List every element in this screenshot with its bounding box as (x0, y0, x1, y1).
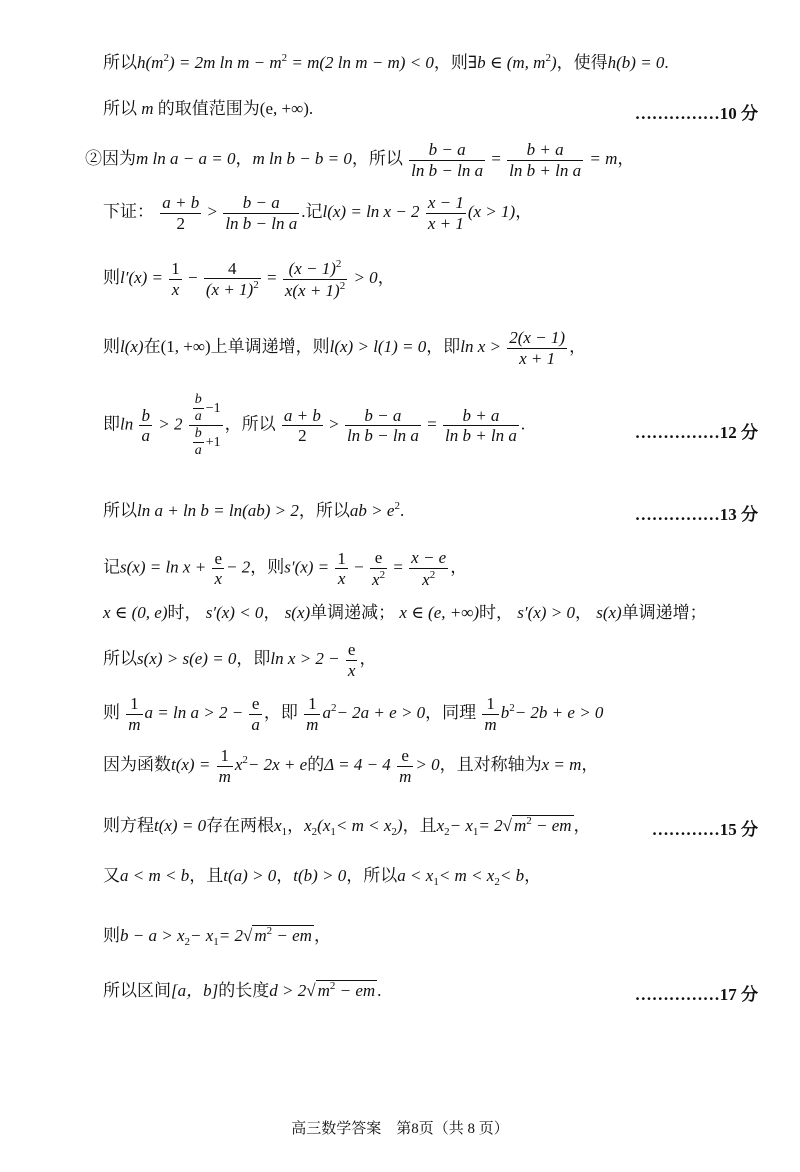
fraction: $\frac{1}{m}$ (484, 694, 497, 734)
math: s′(x) < 0 (205, 603, 264, 622)
text: 所以 (103, 648, 137, 668)
math: t(x) = 0 (154, 816, 207, 835)
text: ，且 (402, 816, 437, 835)
text: = (427, 414, 437, 434)
math: $x^2- 2x + e$ (234, 753, 308, 774)
text: ， (515, 201, 533, 221)
text: 则方程 (103, 816, 154, 835)
text: 所以 (103, 53, 137, 72)
math: = m (589, 148, 618, 168)
fraction: $\frac{1}{m}$ (306, 694, 319, 734)
math: > 2 (158, 414, 183, 434)
line-10 (103, 603, 707, 623)
fraction: $\frac{b}{a}$ (141, 405, 150, 446)
text: ， (235, 148, 253, 168)
line-2 (103, 99, 313, 119)
text: 上单调递增，则 (210, 336, 330, 356)
text: ，且 (189, 866, 224, 885)
fraction: $\frac{e}{x}$ (347, 640, 356, 680)
math: x ∈ (0, e) (103, 603, 168, 622)
line-11 (103, 640, 376, 680)
line-5 (103, 258, 395, 300)
math: l(x) (120, 336, 144, 356)
line-15 (103, 866, 541, 889)
text: ，且对称轴为 (439, 754, 542, 774)
fraction: $\frac{4}{(x + 1)^2}$ (205, 258, 259, 300)
text: ，即 (426, 336, 461, 356)
math: h(b) = 0 (607, 53, 665, 72)
text: 存在两根 (206, 816, 275, 835)
text: ， (313, 926, 331, 945)
math: ∃b ∈ (m, $m^2$) (467, 52, 557, 72)
fraction: $\frac{e}{x}$ (214, 548, 222, 589)
math: l(x) = ln x − 2 (322, 201, 420, 221)
text: ②因为 (85, 148, 136, 168)
line-1 (103, 52, 669, 73)
score-12: ……………12 分 (634, 423, 758, 442)
math: > 0 (353, 267, 378, 287)
text: 在 (143, 336, 161, 356)
text: 则 (103, 336, 120, 356)
compound-fraction: $\frac{b}{a}$ −1 $\frac{b}{a}$ +1 (189, 392, 223, 459)
text: = (266, 267, 277, 287)
text: ，所以 (224, 414, 276, 434)
fraction: $\frac{1}{m}$ (218, 746, 231, 786)
text: ，所以 (346, 866, 398, 885)
math: t(a) > 0 (223, 866, 277, 885)
fraction: $\frac{a + b}{2}$ (283, 405, 321, 446)
math: $b - a > x_2- x_1= 2√$ $m^2$ − em (120, 925, 312, 948)
math: s′(x) = (284, 557, 330, 577)
text: ，同理 (425, 702, 477, 722)
text: ， (581, 754, 599, 774)
text: ，则 (250, 557, 285, 577)
math: ln a + ln b = ln(ab) > 2 (137, 501, 299, 520)
math: (x > 1) (467, 201, 516, 221)
fraction: $\frac{1}{x}$ (171, 259, 180, 299)
line-6 (103, 328, 586, 368)
line-16 (103, 925, 331, 949)
text: ，使得 (556, 53, 608, 72)
text: 的长度 (218, 981, 270, 1000)
text: ， (359, 648, 377, 668)
text: 则 (103, 267, 120, 287)
text: ，所以 (351, 148, 403, 168)
text: . (399, 501, 405, 520)
text: . (520, 414, 526, 434)
math: (e, +∞) (259, 99, 309, 118)
text: 所以 (103, 501, 137, 520)
line-7 (103, 392, 525, 459)
fraction: $\frac{x - 1}{x + 1}$ (427, 193, 464, 233)
fraction: $\frac{b - a}{\text{ln b − ln a}}$ (225, 193, 298, 233)
math: $h(m^2) = 2m$ $\ln m - m^2 = m(2$ ln m − m) < 0 (137, 52, 434, 72)
text: ， (524, 866, 542, 885)
math: m (141, 99, 154, 118)
fraction: $\frac{(x - 1)^2}{x(x + 1)^2}$ (284, 258, 346, 300)
line-8 (103, 500, 404, 521)
fraction: $\frac{x - e}{x^2}$ (411, 548, 447, 589)
math: s(x) (284, 603, 311, 622)
text: ， (450, 557, 468, 577)
math: − 2 (226, 557, 251, 577)
fraction: $\frac{b + a}{\text{ln b + ln a}}$ (444, 405, 517, 446)
fraction: $\frac{e}{m}$ (399, 746, 412, 786)
math: [a，b] (171, 981, 219, 1000)
text: 即 (103, 414, 120, 434)
fraction: $\frac{e}{x^2}$ (372, 548, 386, 589)
line-9 (103, 548, 467, 589)
math: ab > $e^2$ (349, 500, 400, 520)
line-13 (103, 746, 598, 786)
text: 单调递增； (621, 603, 707, 622)
line-4 (103, 193, 532, 233)
text: ，即 (263, 702, 298, 722)
score-17: ……………17 分 (634, 985, 758, 1004)
text: 则 (103, 926, 120, 945)
math: d > 2√ $m^2$ − em (269, 980, 376, 1000)
fraction: $\frac{1}{m}$ (128, 694, 141, 734)
math: ln (120, 414, 134, 434)
math: > 0 (415, 754, 440, 774)
text: . (308, 99, 314, 118)
score-10: ……………10 分 (634, 104, 758, 123)
text: ， (276, 866, 294, 885)
text: = (393, 557, 403, 577)
text: ， (569, 336, 587, 356)
text: ，即 (236, 648, 271, 668)
text: 时， (167, 603, 202, 622)
math: $a^2- 2a + e > 0$ (322, 701, 426, 722)
math: a = ln a > 2 − (144, 702, 244, 722)
text: > (207, 201, 218, 221)
fraction: $\frac{e}{a}$ (251, 694, 260, 734)
text: − (354, 557, 364, 577)
math: (1, +∞) (160, 336, 211, 356)
math: a < m < b (120, 866, 190, 885)
math: $x_2- x_1= 2√$ $m^2$ − em (436, 815, 572, 838)
text: 时， (479, 603, 514, 622)
text: . (664, 53, 669, 72)
text: 则 (103, 702, 120, 722)
math: $b^2- 2b + e > 0$ (500, 701, 604, 722)
math: $a < x_1< m < x_2< b$ (397, 866, 525, 888)
text: 的取值范围为 (157, 99, 260, 118)
text: ， (574, 603, 592, 622)
math: x = m (541, 754, 582, 774)
math: s(x) (596, 603, 622, 622)
math: Δ = 4 − 4 (324, 754, 391, 774)
line-12 (103, 694, 603, 734)
math: t(b) > 0 (293, 866, 347, 885)
text: ， (263, 603, 281, 622)
fraction: $\frac{b - a}{\text{ln b − ln a}}$ (346, 405, 419, 446)
math: m ln b − b = 0 (252, 148, 352, 168)
text: ， (617, 148, 635, 168)
math: l(x) > l(1) = 0 (329, 336, 427, 356)
text: 所以区间 (103, 981, 171, 1000)
math: l′(x) = (120, 267, 164, 287)
text: 的 (307, 754, 325, 774)
text: − (188, 267, 198, 287)
math: ln x > 2 − (270, 648, 340, 668)
text: 又 (103, 866, 120, 885)
math: ln x > (460, 336, 501, 356)
text: = (491, 148, 501, 168)
text: . (377, 981, 382, 1000)
text: ，所以 (298, 501, 350, 520)
line-14 (103, 815, 591, 839)
text: .记 (301, 201, 323, 221)
math: s′(x) > 0 (517, 603, 575, 622)
page-footer: 高三数学答案 第8页（共 8 页） (291, 1121, 509, 1137)
line-3 (85, 140, 634, 180)
text: 因为函数 (103, 754, 171, 774)
line-17 (103, 980, 381, 1001)
score-13: ……………13 分 (634, 505, 758, 524)
fraction: $\frac{a + b}{2}$ (162, 193, 200, 233)
math: t(x) = (171, 754, 211, 774)
text: ， (287, 816, 305, 835)
math: s(x) = ln x + (120, 557, 207, 577)
text: 单调递减； (310, 603, 396, 622)
fraction: $\frac{1}{x}$ (337, 548, 346, 589)
text: > (329, 414, 339, 434)
text: ，则 (433, 53, 468, 72)
score-15: …………15 分 (651, 820, 758, 839)
text: 记 (103, 557, 120, 577)
math: $x_2(x_1< m < x_2)$ (304, 816, 403, 838)
fraction: $\frac{b - a}{\text{ln b − ln a}}$ (411, 140, 484, 180)
math: $x_1$ (274, 816, 288, 838)
text: ， (377, 267, 395, 287)
math: m ln a − a = 0 (136, 148, 236, 168)
fraction: $\frac{b + a}{\text{ln b + ln a}}$ (509, 140, 582, 180)
math: x ∈ (e, +∞) (399, 603, 480, 622)
text: 所以 (103, 99, 137, 118)
text: ， (573, 816, 591, 835)
math: s(x) > s(e) = 0 (137, 648, 237, 668)
text: 下证： (103, 201, 154, 221)
fraction: $\frac{2(x - 1)}{x + 1}$ (509, 328, 566, 368)
